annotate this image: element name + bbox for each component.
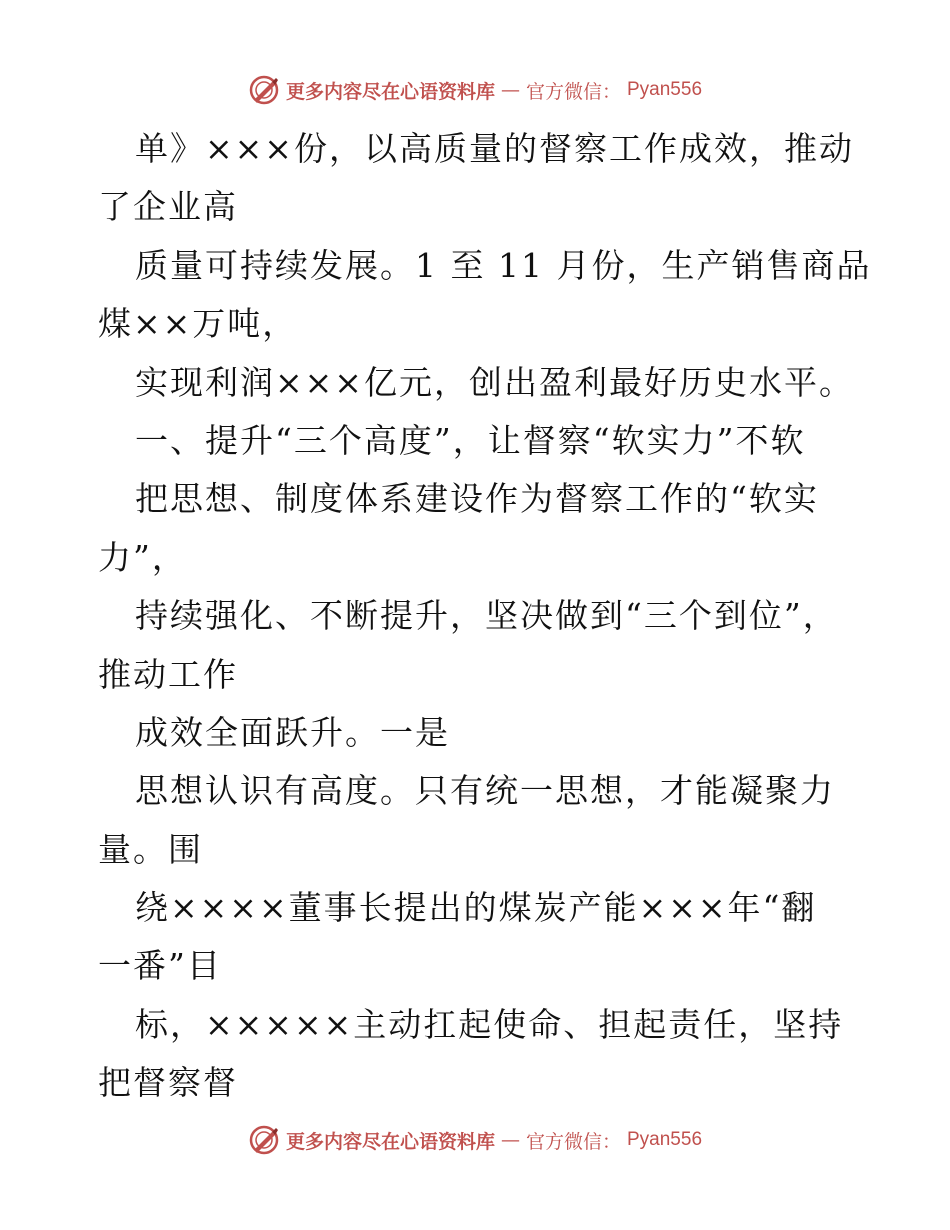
watermark-label: 官方微信： [525,80,621,103]
text-line: 成效全面跃升。一是 [135,712,450,752]
text-line: 把督察督 [98,1063,238,1103]
watermark-wechat-id: Pyan556 [627,1129,703,1150]
document-body [98,120,872,1113]
text-line: 质量可持续发展。1 至 11 月份，生产销售商品 [135,245,872,285]
pen-logo-icon [248,1124,280,1156]
watermark-title: 更多内容尽在心语资料库 [285,80,495,103]
watermark-dash: — [500,79,520,101]
text-line: 标，×××××主动扛起使命、担起责任，坚持 [135,1004,844,1044]
watermark-title: 更多内容尽在心语资料库 [285,1130,495,1153]
text-line: 推动工作 [98,654,238,694]
text-line: 绕××××董事长提出的煤炭产能×××年“翻 [135,888,817,928]
text-line: 了企业高 [98,187,238,227]
text-line: 煤××万吨， [98,304,298,344]
text-line: 量。围 [98,829,203,869]
text-line: 力”， [98,537,187,577]
text-line: 一、提升“三个高度”，让督察“软实力”不软 [135,420,806,460]
text-line: 把思想、制度体系建设作为督察工作的“软实 [135,479,819,519]
watermark-wechat-id: Pyan556 [627,79,703,100]
text-line: 一番”目 [98,946,222,986]
watermark-label: 官方微信： [525,1130,621,1153]
text-line: 思想认识有高度。只有统一思想，才能凝聚力 [135,771,835,811]
footer-watermark [0,1120,950,1160]
text-line: 持续强化、不断提升，坚决做到“三个到位”， [135,596,838,636]
header-watermark [0,70,950,110]
text-line: 实现利润×××亿元，创出盈利最好历史水平。 [135,362,854,402]
watermark-dash: — [500,1129,520,1151]
pen-logo-icon [248,74,280,106]
text-line: 单》×××份，以高质量的督察工作成效，推动 [135,129,854,168]
